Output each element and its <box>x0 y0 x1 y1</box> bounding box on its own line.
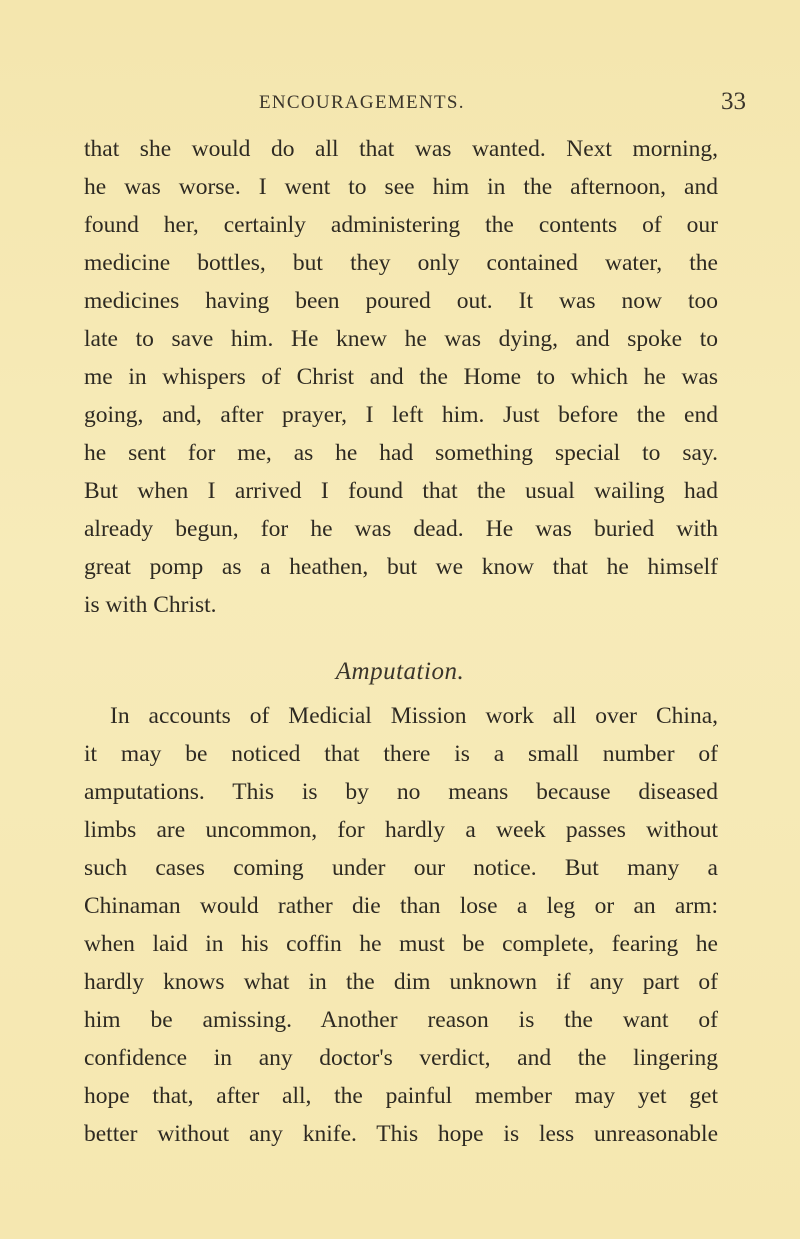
text-line: found her, certainly administering the contents of our <box>84 212 718 238</box>
text-line: him be amissing. Another reason is the want of <box>84 1007 718 1033</box>
text-line: limbs are uncommon, for hardly a week passes without <box>84 817 718 843</box>
text-line: medicines having been poured out. It was now too <box>84 288 718 314</box>
text-line: medicine bottles, but they only contained water, the <box>84 250 718 276</box>
text-line: is with Christ. <box>84 592 217 618</box>
text-line: that she would do all that was wanted. Next morning, <box>84 136 718 162</box>
text-line: better without any knife. This hope is less unreasonable <box>84 1121 718 1147</box>
section-heading: Amputation. <box>335 658 465 685</box>
text-line: such cases coming under our notice. But many a <box>84 855 718 881</box>
text-line: already begun, for he was dead. He was buried with <box>84 516 718 542</box>
page-number: 33 <box>721 88 746 115</box>
text-line: he was worse. I went to see him in the afternoon, and <box>84 174 718 200</box>
text-line: great pomp as a heathen, but we know that he himself <box>84 554 718 580</box>
text-line: Chinaman would rather die than lose a leg or an arm: <box>84 893 718 919</box>
text-line: confidence in any doctor's verdict, and the lingering <box>84 1045 718 1071</box>
text-line: But when I arrived I found that the usual wailing had <box>84 478 718 504</box>
text-line: amputations. This is by no means because diseased <box>84 779 718 805</box>
text-line: hope that, after all, the painful member may yet get <box>84 1083 718 1109</box>
paragraph-amputation <box>84 697 718 1153</box>
text-line: In accounts of Medicial Mission work all over China, <box>110 703 718 729</box>
running-head-title: ENCOURAGEMENTS. <box>259 92 465 113</box>
paragraph-continued <box>84 130 718 624</box>
text-line: he sent for me, as he had something special to say. <box>84 440 718 466</box>
text-line: when laid in his coffin he must be complete, fearing he <box>84 931 718 957</box>
text-line: it may be noticed that there is a small number of <box>84 741 718 767</box>
text-line: me in whispers of Christ and the Home to which he was <box>84 364 718 390</box>
text-line: hardly knows what in the dim unknown if any part of <box>84 969 718 995</box>
text-line: going, and, after prayer, I left him. Just before the end <box>84 402 718 428</box>
text-line: late to save him. He knew he was dying, and spoke to <box>84 326 718 352</box>
